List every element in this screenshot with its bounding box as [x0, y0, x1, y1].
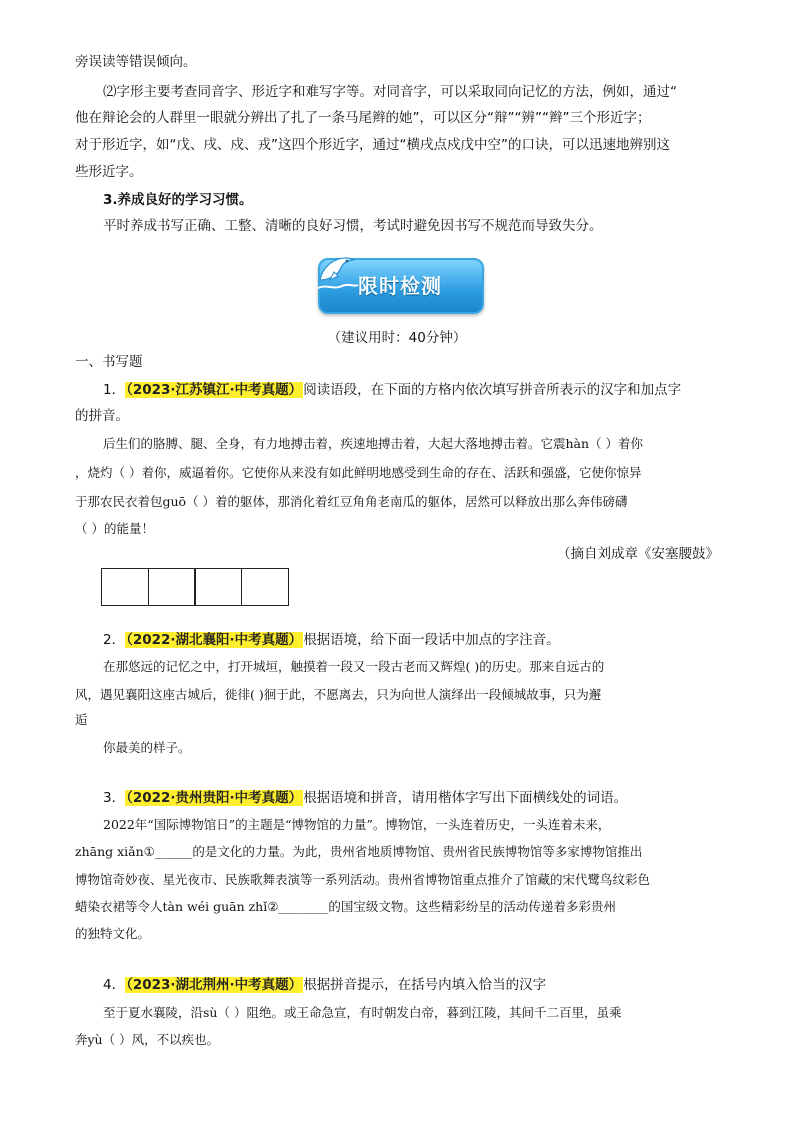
- exam-source-tag: （2022·湖北襄阳·中考真题）: [126, 632, 303, 648]
- answer-box[interactable]: [101, 568, 149, 606]
- intro-paragraph-3: 平时养成书写正确、工整、清晰的良好习惯，考试时避免因书写不规范而导致失分。: [103, 218, 603, 234]
- q2-passage-line-1: 在那悠远的记忆之中，打开城垣，触摸着一段又一段古老而又辉煌( )的历史。那来自远古的: [103, 659, 605, 674]
- question-text: 根据语境和拼音，请用楷体字写出下面横线处的词语。: [303, 790, 628, 806]
- question-1-prompt: [103, 380, 724, 400]
- answer-box[interactable]: [148, 568, 196, 606]
- q2-passage-line-2: 风，遇见襄阳这座古城后，徙徘( )徊于此，不愿离去，只为向世人演绎出一段倾城故事，只为邂: [75, 687, 602, 702]
- answer-box[interactable]: [241, 568, 289, 606]
- intro-line-1: 旁误读等错误倾向。: [75, 54, 197, 70]
- q3-passage-line-3: 博物馆奇妙夜、星光夜市、民族歌舞表演等一系列活动。贵州省博物馆重点推介了馆藏的宋代鹭鸟纹彩色: [75, 872, 651, 887]
- q3-passage-line-2: zhāng xiǎn①______的是文化的力量。为此，贵州省地质博物馆、贵州省民族博物馆等多家博物馆推出: [75, 844, 643, 859]
- exam-source-tag: （2022·贵州贵阳·中考真题）: [126, 790, 303, 806]
- q1-passage-line-4: （ ）的能量！: [75, 521, 154, 536]
- q4-passage-line-2: 奔yù（ ）风，不以疾也。: [75, 1032, 220, 1047]
- answer-box[interactable]: [194, 568, 242, 606]
- timed-test-banner: [318, 258, 484, 314]
- q1-passage-line-2: ，烧灼（ ）着你，威逼着你。它使你从来没有如此鲜明地感受到生命的存在、活跃和强盛，它使你惊异: [75, 465, 642, 480]
- dolphin-icon: [316, 250, 360, 294]
- intro-paragraph-2-line-4: 些形近字。: [75, 164, 143, 180]
- q1-passage-line-1: 后生们的胳膊、腿、全身，有力地搏击着，疾速地搏击着，大起大落地搏击着。它震hàn（ ）着你: [103, 436, 644, 451]
- time-note: （建议用时：40分钟）: [327, 330, 467, 346]
- intro-paragraph-2-line-1: ⑵字形主要考查同音字、形近字和难写字等。对同音字，可以采取同向记忆的方法，例如，通过“: [103, 84, 677, 100]
- q3-passage-line-4: 蜡染衣裙等令人tàn wéi guān zhǐ②________的国宝级文物。这些精彩纷呈的活动传递着多彩贵州: [75, 899, 616, 914]
- section-heading: 一、书写题: [75, 354, 143, 370]
- q1-source: （摘自刘成章《安塞腰鼓》: [557, 546, 719, 562]
- intro-paragraph-2-line-2: 他在辩论会的人群里一眼就分辨出了扎了一条马尾辫的她”，可以区分“辩”“辨”“辫”三个形近字；: [75, 110, 651, 126]
- question-text: 根据语境，给下面一段话中加点的字注音。: [303, 632, 560, 648]
- question-number: 3．: [103, 790, 126, 806]
- q3-passage-line-5: 的独特文化。: [75, 926, 151, 941]
- question-number: 1．: [103, 382, 126, 398]
- q2-passage-line-4: 你最美的样子。: [103, 740, 191, 755]
- question-1-prompt-cont: 的拼音。: [75, 408, 129, 424]
- question-number: 2．: [103, 632, 126, 648]
- question-3-prompt: [103, 788, 724, 808]
- exam-source-tag: （2023·江苏镇江·中考真题）: [126, 382, 303, 398]
- banner-title: 限时检测: [358, 274, 442, 298]
- q1-passage-line-3: 于那农民衣着包guō（ ）着的躯体，那消化着红豆角角老南瓜的躯体，居然可以释放出那么奔伟磅礴: [75, 494, 628, 509]
- question-number: 4．: [103, 977, 126, 993]
- exam-source-tag: （2023·湖北荆州·中考真题）: [126, 977, 303, 993]
- q4-passage-line-1: 至于夏水襄陵，沿sù（ ）阻绝。或王命急宣，有时朝发白帝，暮到江陵，其间千二百里，虽乘: [103, 1005, 622, 1020]
- answer-grid: [101, 568, 287, 606]
- q3-passage-line-1: 2022年“国际博物馆日”的主题是“博物馆的力量”。博物馆，一头连着历史，一头连着未来，: [103, 817, 611, 832]
- question-2-prompt: [103, 630, 724, 650]
- question-text: 根据拼音提示，在括号内填入恰当的汉字: [303, 977, 547, 993]
- q2-passage-line-3: 逅: [75, 712, 88, 727]
- question-text: 阅读语段，在下面的方格内依次填写拼音所表示的汉字和加点字: [303, 382, 682, 398]
- intro-paragraph-2-line-3: 对于形近字，如“戊、戌、戍、戎”这四个形近字，通过“横戌点戍戊中空”的口诀，可以迅速地辨别这: [75, 137, 670, 153]
- intro-heading-3: 3.养成良好的学习习惯。: [103, 192, 253, 208]
- question-4-prompt: [103, 975, 724, 995]
